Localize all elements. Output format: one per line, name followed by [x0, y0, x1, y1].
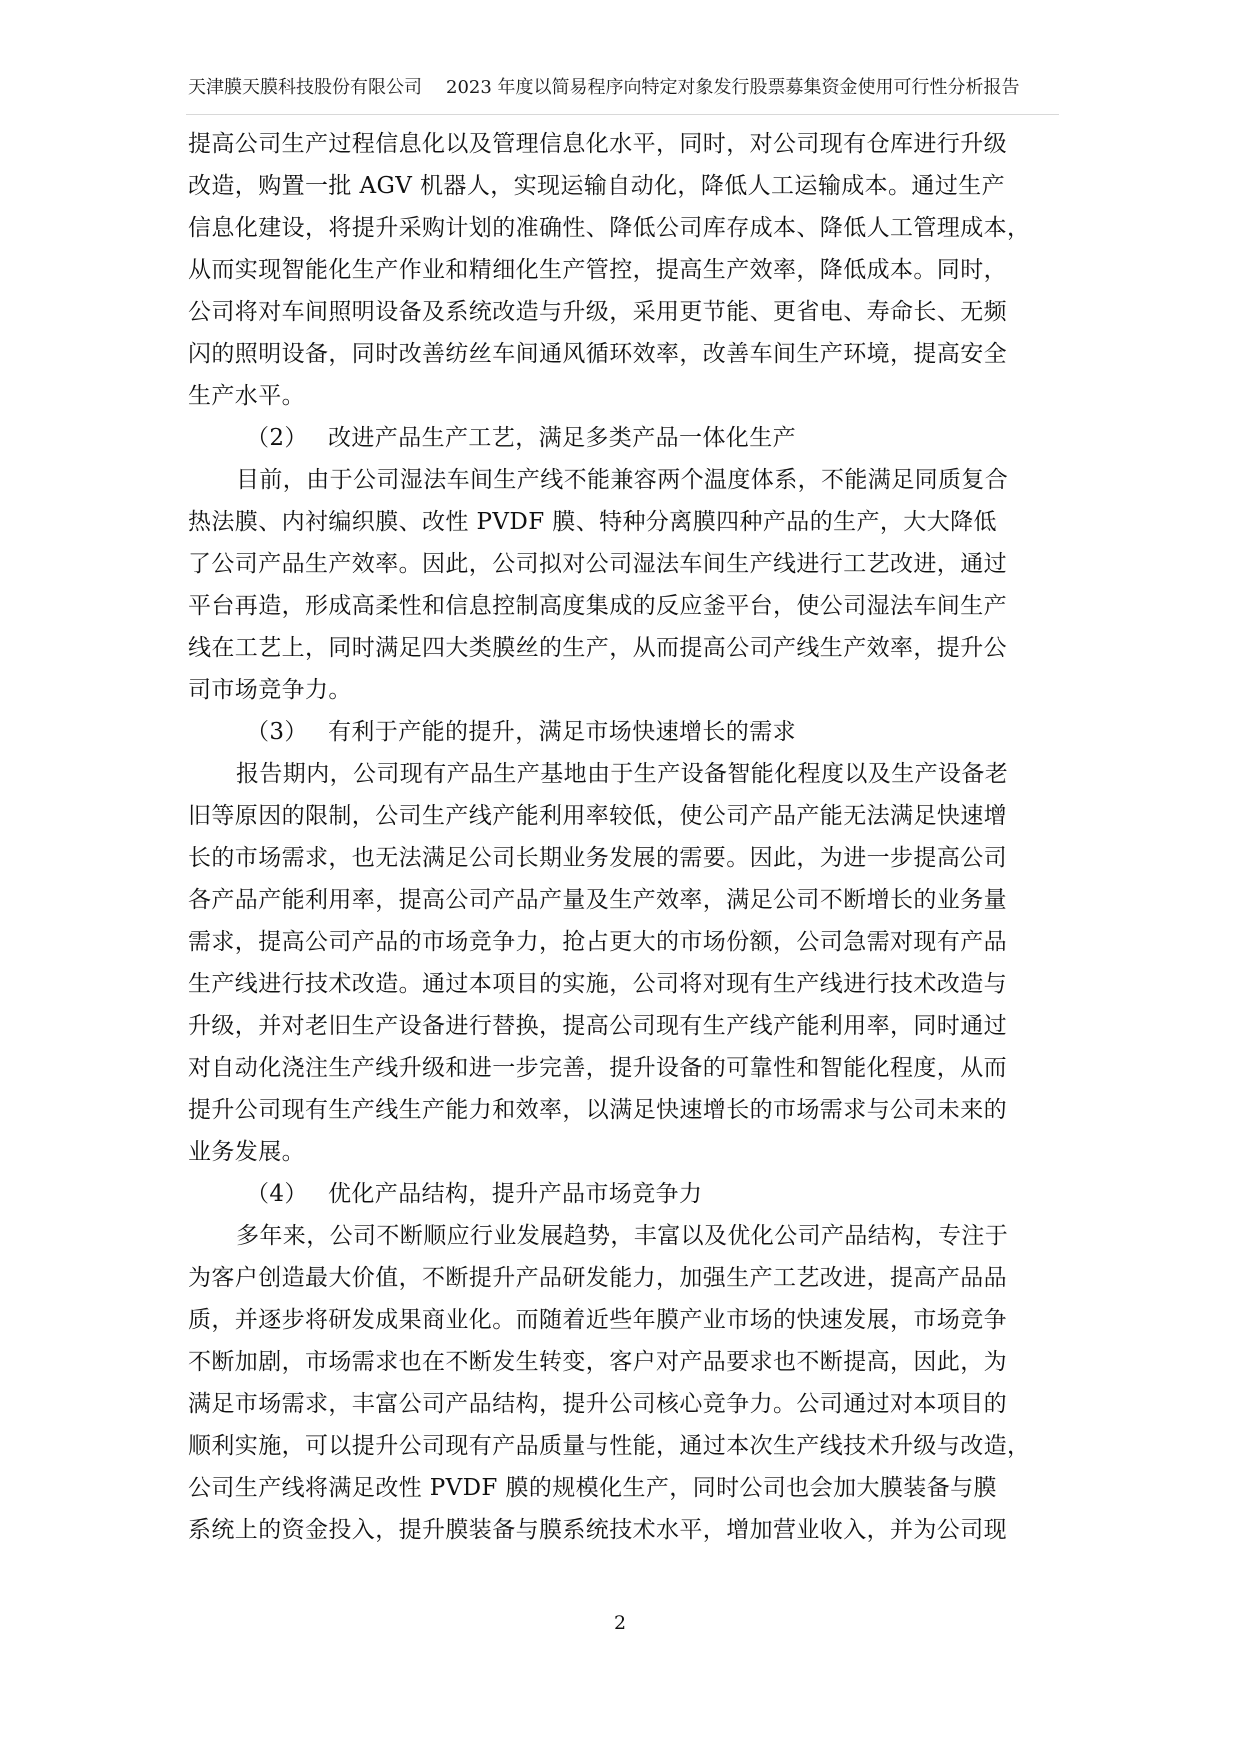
section-heading: [188, 1173, 1068, 1215]
paragraph-line: 生产线进行技术改造。通过本项目的实施，公司将对现有生产线进行技术改造与: [188, 971, 1007, 997]
paragraph-line: 多年来，公司不断顺应行业发展趋势，丰富以及优化公司产品结构，专注于: [236, 1223, 1009, 1249]
paragraph-line: 满足市场需求，丰富公司产品结构，提升公司核心竞争力。公司通过对本项目的: [188, 1391, 1007, 1417]
paragraph-line: 了公司产品生产效率。因此，公司拟对公司湿法车间生产线进行工艺改进，通过: [188, 551, 1007, 577]
paragraph-line: 公司生产线将满足改性 PVDF 膜的规模化生产，同时公司也会加大膜装备与膜: [188, 1475, 997, 1501]
section-heading: [188, 711, 1068, 753]
page-number: 2: [613, 1612, 627, 1634]
paragraph-line: 提高公司生产过程信息化以及管理信息化水平，同时，对公司现有仓库进行升级: [188, 131, 1007, 157]
body-paragraph: [188, 123, 1068, 417]
section-title: 优化产品结构，提升产品市场竞争力: [328, 1181, 703, 1207]
paragraph-line: 对自动化浇注生产线升级和进一步完善，提升设备的可靠性和智能化程度，从而: [188, 1055, 1007, 1081]
report-body: [188, 123, 1068, 1551]
paragraph-line: 平台再造，形成高柔性和信息控制高度集成的反应釜平台，使公司湿法车间生产: [188, 593, 1007, 619]
paragraph-line: 系统上的资金投入，提升膜装备与膜系统技术水平，增加营业收入，并为公司现: [188, 1517, 1007, 1543]
paragraph-line: 顺利实施，可以提升公司现有产品质量与性能，通过本次生产线技术升级与改造，: [188, 1433, 1031, 1459]
paragraph-line: 不断加剧，市场需求也在不断发生转变，客户对产品要求也不断提高，因此，为: [188, 1349, 1007, 1375]
paragraph-line: 为客户创造最大价值，不断提升产品研发能力，加强生产工艺改进，提高产品品: [188, 1265, 1007, 1291]
paragraph-line: 生产水平。: [188, 383, 305, 409]
paragraph-line: 目前，由于公司湿法车间生产线不能兼容两个温度体系，不能满足同质复合: [236, 467, 1009, 493]
header-divider: [186, 114, 1059, 115]
paragraph-line: 旧等原因的限制，公司生产线产能利用率较低，使公司产品产能无法满足快速增: [188, 803, 1007, 829]
paragraph-line: 质，并逐步将研发成果商业化。而随着近些年膜产业市场的快速发展，市场竞争: [188, 1307, 1007, 1333]
section-heading: [188, 417, 1068, 459]
paragraph-line: 长的市场需求，也无法满足公司长期业务发展的需要。因此，为进一步提高公司: [188, 845, 1007, 871]
page-header: [188, 76, 1058, 100]
header-company: 天津膜天膜科技股份有限公司: [188, 77, 422, 98]
paragraph-line: 提升公司现有生产线生产能力和效率，以满足快速增长的市场需求与公司未来的: [188, 1097, 1007, 1123]
paragraph-line: 业务发展。: [188, 1139, 305, 1165]
paragraph-line: 线在工艺上，同时满足四大类膜丝的生产，从而提高公司产线生产效率，提升公: [188, 635, 1007, 661]
section-number: （3）: [246, 719, 308, 745]
body-paragraph: [188, 1215, 1068, 1551]
paragraph-line: 从而实现智能化生产作业和精细化生产管控，提高生产效率，降低成本。同时，: [188, 257, 1007, 283]
paragraph-line: 信息化建设，将提升采购计划的准确性、降低公司库存成本、降低人工管理成本，: [188, 215, 1031, 241]
section-number: （2）: [246, 425, 308, 451]
body-paragraph: [188, 459, 1068, 711]
paragraph-line: 需求，提高公司产品的市场竞争力，抢占更大的市场份额，公司急需对现有产品: [188, 929, 1007, 955]
paragraph-line: 热法膜、内衬编织膜、改性 PVDF 膜、特种分离膜四种产品的生产，大大降低: [188, 509, 997, 535]
paragraph-line: 改造，购置一批 AGV 机器人，实现运输自动化，降低人工运输成本。通过生产: [188, 173, 1006, 199]
section-title: 改进产品生产工艺，满足多类产品一体化生产: [328, 425, 796, 451]
paragraph-line: 司市场竞争力。: [188, 677, 352, 703]
body-paragraph: [188, 753, 1068, 1173]
paragraph-line: 报告期内，公司现有产品生产基地由于生产设备智能化程度以及生产设备老: [236, 761, 1009, 787]
paragraph-line: 升级，并对老旧生产设备进行替换，提高公司现有生产线产能利用率，同时通过: [188, 1013, 1007, 1039]
header-report-title: 2023 年度以简易程序向特定对象发行股票募集资金使用可行性分析报告: [446, 77, 1020, 98]
paragraph-line: 公司将对车间照明设备及系统改造与升级，采用更节能、更省电、寿命长、无频: [188, 299, 1007, 325]
paragraph-line: 各产品产能利用率，提高公司产品产量及生产效率，满足公司不断增长的业务量: [188, 887, 1007, 913]
paragraph-line: 闪的照明设备，同时改善纺丝车间通风循环效率，改善车间生产环境，提高安全: [188, 341, 1007, 367]
section-number: （4）: [246, 1181, 308, 1207]
section-title: 有利于产能的提升，满足市场快速增长的需求: [328, 719, 796, 745]
